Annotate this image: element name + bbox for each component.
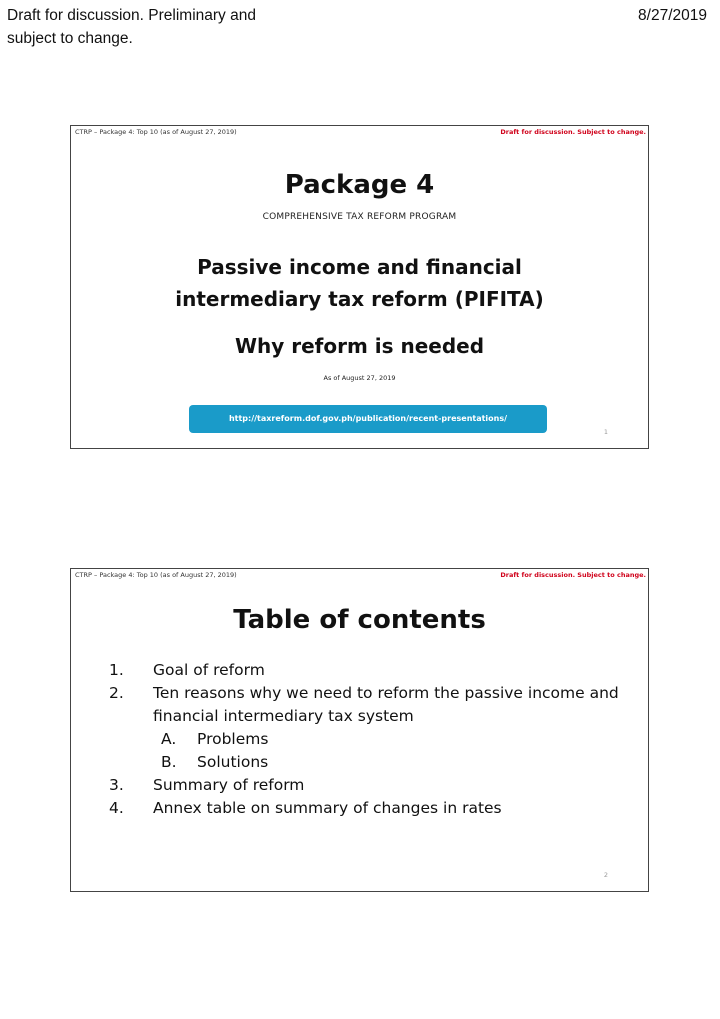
toc-subitem <box>109 728 629 751</box>
slide-number: 2 <box>603 871 608 879</box>
toc-item-number: 3. <box>109 776 124 794</box>
slide-1 <box>70 125 649 449</box>
toc-subitem-letter: A. <box>161 730 177 748</box>
slide-as-of-date: As of August 27, 2019 <box>323 374 396 382</box>
page-header-draft-note: Draft for discussion. Preliminary and subject to change. <box>7 7 256 47</box>
slide-topic-line-2: intermediary tax reform (PIFITA) <box>175 287 544 311</box>
presentation-url-link[interactable]: http://taxreform.dof.gov.ph/publication/recent-presentations/ <box>189 405 547 433</box>
page-header-date: 8/27/2019 <box>638 7 707 24</box>
slide-subtitle: COMPREHENSIVE TAX REFORM PROGRAM <box>262 212 457 222</box>
toc-item-text: Ten reasons why we need to reform the passive income and financial intermediary tax system <box>153 684 619 725</box>
slide-topic <box>71 251 648 315</box>
slide-meta: CTRP – Package 4: Top 10 (as of August 27, 2019) <box>75 571 237 579</box>
toc-item-number: 2. <box>109 684 124 702</box>
slide-title: Table of contents <box>233 605 486 635</box>
slide-title: Package 4 <box>284 170 435 200</box>
toc-subitem <box>109 751 629 774</box>
toc-item-text: Summary of reform <box>153 776 305 794</box>
slide-draft-notice: Draft for discussion. Subject to change. <box>500 571 646 579</box>
table-of-contents-list <box>109 659 629 820</box>
toc-subitem-text: Problems <box>197 730 269 748</box>
toc-subitem-text: Solutions <box>197 753 269 771</box>
toc-item <box>109 659 629 682</box>
slide-why-heading: Why reform is needed <box>234 334 485 358</box>
toc-item-number: 4. <box>109 799 124 817</box>
toc-item <box>109 774 629 797</box>
slide-number: 1 <box>603 428 608 436</box>
toc-subitem-letter: B. <box>161 753 177 771</box>
toc-item <box>109 682 629 728</box>
slide-2 <box>70 568 649 892</box>
toc-item-text: Goal of reform <box>153 661 265 679</box>
slide-draft-notice: Draft for discussion. Subject to change. <box>500 128 646 136</box>
slide-meta: CTRP – Package 4: Top 10 (as of August 27, 2019) <box>75 128 237 136</box>
toc-item-text: Annex table on summary of changes in rates <box>153 799 502 817</box>
slide-topic-line-1: Passive income and financial <box>197 255 522 279</box>
toc-item <box>109 797 629 820</box>
toc-item-number: 1. <box>109 661 124 679</box>
